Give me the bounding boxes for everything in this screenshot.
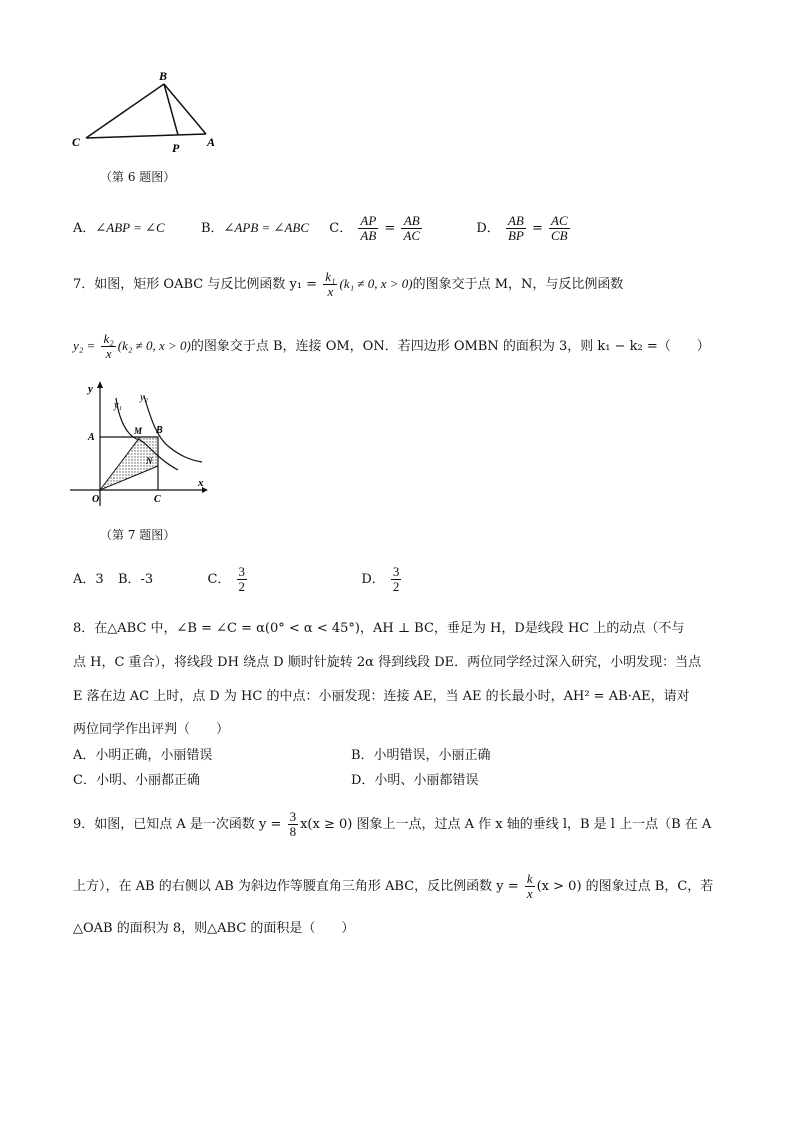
q8-option-c: C．小明、小丽都正确: [73, 773, 200, 788]
q9-fraction-k-x: $\frac{k}{x}$: [526, 871, 533, 901]
segment-ca: [86, 134, 206, 138]
figure-7-caption: （第 7 题图）: [100, 528, 176, 542]
q7-fraction-k2: $\frac{\text{k₂}}{x}$: [103, 331, 114, 361]
q9-text-4: (x > 0) 的图象过点 B，C，若: [536, 879, 714, 894]
label-c: C: [72, 135, 81, 149]
q7-fraction-k1: $\frac{\text{k₁}}{x}$: [325, 269, 336, 299]
q6-d-fraction-2: $\frac{AC}{CB}$: [551, 213, 568, 243]
q7-text-2: 的图象交于点 M，N，与反比例函数: [412, 277, 624, 292]
label-n: N: [146, 456, 153, 466]
q9-line-2: [73, 867, 713, 907]
q6-d-equals: =: [531, 221, 543, 236]
q6-c-equals: =: [384, 221, 396, 236]
q7-condition-1: (k₁ ≠ 0, x > 0): [339, 276, 413, 291]
q6-d-fraction-1: $\frac{AB}{BP}$: [507, 213, 524, 243]
triangle-abc: [86, 84, 206, 138]
label-o: O: [92, 494, 100, 505]
q6-c-fraction-1: $\frac{AP}{AB}$: [360, 213, 377, 243]
q6-option-a-text: ∠ABP = ∠C: [95, 220, 165, 235]
figure-6-caption: （第 6 题图）: [100, 170, 176, 184]
q9-text-1: 9．如图，已知点 A 是一次函数 y =: [73, 817, 282, 832]
label-a: A: [88, 432, 95, 443]
q8-line-4: 两位同学作出评判（ ）: [73, 722, 230, 737]
label-a: A: [207, 135, 216, 149]
q7-text-1: 如图，矩形 OABC 与反比例函数 y₁ =: [94, 277, 318, 292]
q6-option-a-label: A．: [73, 221, 96, 236]
label-p: P: [172, 141, 180, 155]
q7-line-1: [73, 264, 623, 304]
q7-text-4: 的图象交于点 B，连接 OM，ON．若四边形 OMBN 的面积为 3，则 k₁ − k₂ =（ ）: [190, 339, 710, 354]
q7-option-d-fraction: $\frac{3}{2}$: [392, 564, 400, 594]
q6-option-b-label: B．: [201, 221, 224, 236]
figure-6: [68, 68, 228, 160]
q8-line-3: E 落在边 AC 上时，点 D 为 HC 的中点：小丽发现：连接 AE，当 AE 的长最小时，AH² = AB·AE，请对: [73, 689, 690, 704]
q9-fraction-3-8: $\frac{3}{8}$: [289, 809, 297, 839]
q9-text-3: 上方），在 AB 的右侧以 AB 为斜边作等腰直角三角形 ABC，反比例函数 y =: [73, 879, 519, 894]
q6-option-b-text: ∠APB = ∠ABC: [223, 220, 309, 235]
label-x: x: [198, 477, 204, 489]
q7-option-d-label: D．: [361, 572, 385, 587]
q8-line-2: 点 H，C 重合），将线段 DH 绕点 D 顺时针旋转 2α 得到线段 DE．两位同学经过深入研究，小明发现：当点: [73, 655, 702, 670]
q9-line-1: [73, 805, 711, 845]
q6-c-fraction-2: $\frac{AB}{AC}$: [403, 213, 421, 243]
label-y: y: [88, 383, 93, 395]
q6-option-c-label: C．: [329, 221, 353, 236]
q6-options: [73, 208, 572, 248]
q8-option-d: D．小明、小丽都错误: [351, 773, 479, 788]
label-b: B: [156, 425, 163, 436]
q7-option-c-label: C．: [207, 572, 231, 587]
q6-option-d-label: D．: [476, 221, 500, 236]
q7-option-c-fraction: $\frac{3}{2}$: [238, 564, 246, 594]
label-m: M: [134, 426, 143, 436]
label-y1: y₁: [114, 400, 122, 411]
q7-options: [73, 560, 403, 600]
q9-text-2: x(x ≥ 0) 图象上一点，过点 A 作 x 轴的垂线 l，B 是 l 上一点（B 在 A: [300, 817, 712, 832]
segment-cb: [86, 84, 164, 138]
label-y2: y₂: [140, 392, 148, 403]
label-b: B: [159, 69, 168, 83]
y-axis-arrow: [97, 381, 103, 388]
q7-option-a: A．3: [73, 572, 104, 587]
q7-number: 7．: [73, 277, 95, 292]
q8-line-1: 8．在△ABC 中，∠B = ∠C = α(0° < α < 45°)，AH ⊥ BC，垂足为 H，D是线段 HC 上的动点（不与: [73, 621, 685, 636]
q8-option-b: B．小明错误，小丽正确: [351, 748, 491, 763]
q7-text-3: y₂ =: [73, 338, 96, 353]
q9-line-3: △OAB 的面积为 8，则△ABC 的面积是（ ）: [73, 921, 355, 936]
q7-condition-2: (k₂ ≠ 0, x > 0): [117, 338, 191, 353]
q8-option-a: A．小明正确，小丽错误: [73, 748, 213, 763]
label-c: C: [154, 494, 161, 505]
q7-line-2: [73, 326, 710, 366]
q7-option-b: B．-3: [117, 572, 154, 587]
figure-7: [68, 378, 218, 508]
